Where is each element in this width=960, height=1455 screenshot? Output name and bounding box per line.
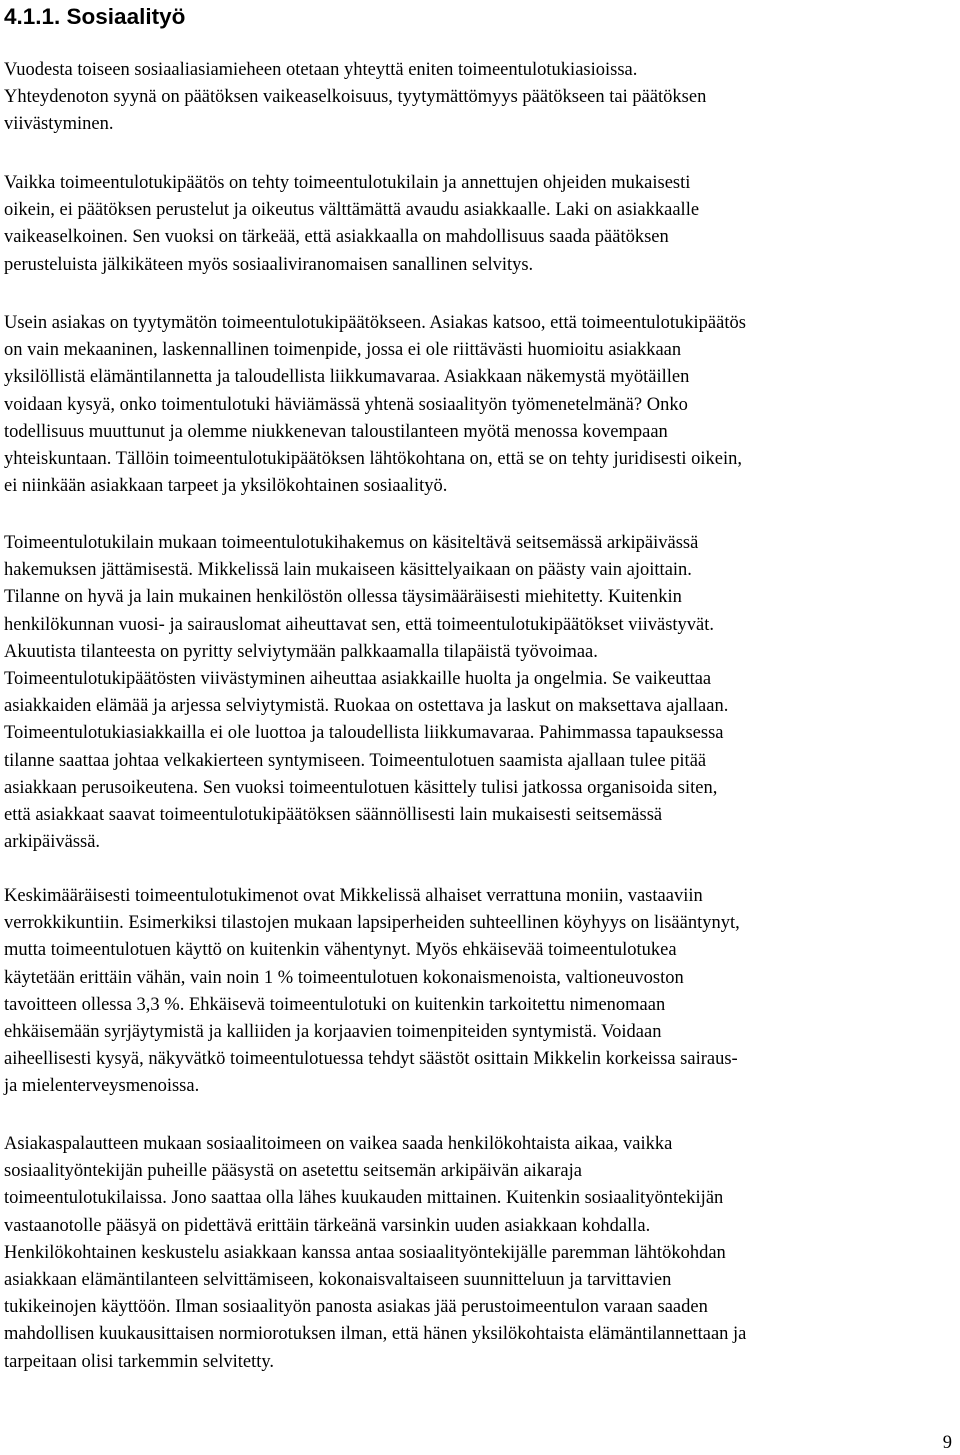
paragraph-4 — [4, 530, 956, 856]
text-line: arkipäivässä. — [4, 832, 101, 853]
text-line: asiakkaan elämäntilanteen selvittämiseen, kokonaisvaltaiseen suunnitteluun ja tarvittavien — [4, 1269, 672, 1290]
text-line: toimeentulotukilaissa. Jono saattaa olla lähes kuukauden mittainen. Kuitenkin sosiaalityöntekijän — [4, 1188, 724, 1209]
text-line: Keskimääräisesti toimeentulotukimenot ovat Mikkelissä alhaiset verrattuna moniin, vastaaviin — [4, 886, 703, 906]
text-line: Toimeentulotukipäätösten viivästyminen aiheuttaa asiakkaille huolta ja ongelmia. Se vaikeuttaa — [4, 668, 712, 689]
paragraph-3 — [4, 310, 956, 500]
text-line: todellisuus muuttunut ja olemme niukkenevan taloustilanteen myötä menossa kovempaan — [4, 421, 668, 442]
text-line: Akuutista tilanteesta on pyritty selviytymään palkkaamalla tilapäistä työvoimaa. — [4, 641, 598, 662]
text-line: vaikeaselkoinen. Sen vuoksi on tärkeää, että asiakkaalla on mahdollisuus saada päätöksen — [4, 227, 669, 248]
text-line: mahdollisen kuukausittaisen normiorotuksen ilman, että hänen yksilökohtaista elämäntilannettaan ja — [4, 1324, 747, 1345]
text-line: Yhteydenoton syynä on päätöksen vaikeaselkoisuus, tyytymättömyys päätökseen tai päätöksen — [4, 87, 707, 108]
text-line: verrokkikuntiin. Esimerkiksi tilastojen mukaan lapsiperheiden suhteellinen köyhyys on lisääntynyt, — [4, 913, 740, 934]
text-line: henkilökunnan vuosi- ja sairauslomat aiheuttavat sen, että toimeentulotukipäätökset viivästyvät. — [4, 614, 715, 635]
text-line: Toimeentulotukilain mukaan toimeentulotukihakemus on käsiteltävä seitsemässä arkipäivässä — [4, 533, 699, 553]
text-line: oikein, ei päätöksen perustelut ja oikeutus välttämättä avaudu asiakkaalle. Laki on asiakkaalle — [4, 200, 700, 221]
text-line: Tilanne on hyvä ja lain mukainen henkilöstön ollessa täysimääräisesti miehitetty. Kuitenkin — [4, 587, 682, 608]
text-line: ei niinkään asiakkaan tarpeet ja yksilökohtainen sosiaalityö. — [4, 476, 448, 497]
text-line: tukikeinojen käyttöön. Ilman sosiaalityön panosta asiakas jää perustoimeentulon varaan saaden — [4, 1297, 708, 1318]
text-line: Toimeentulotukiasiakkailla ei ole luottoa ja taloudellista liikkumavaraa. Pahimmassa tapauksessa — [4, 723, 724, 744]
text-line: asiakkaan perusoikeutena. Sen vuoksi toimeentulotuen käsittely tulisi jatkossa organisoida siten, — [4, 777, 718, 798]
text-line: hakemuksen jättämisestä. Mikkelissä lain mukaiseen käsittelyaikaan on päästy vain ajoittain. — [4, 560, 692, 581]
text-line: tavoitteen ollessa 3,3 %. Ehkäisevä toimeentulotuki on kuitenkin tarkoitettu nimenomaan — [4, 994, 666, 1015]
text-line: Usein asiakas on tyytymätön toimeentulotukipäätökseen. Asiakas katsoo, että toimeentulotukipäätös — [4, 313, 746, 333]
text-line: Henkilökohtainen keskustelu asiakkaan kanssa antaa sosiaalityöntekijälle paremman lähtökohdan — [4, 1242, 726, 1263]
paragraph-6 — [4, 1131, 956, 1376]
paragraph-1 — [4, 57, 956, 139]
text-line: Vaikka toimeentulotukipäätös on tehty toimeentulotukilain ja annettujen ohjeiden mukaisesti — [4, 173, 691, 193]
text-line: Vuodesta toiseen sosiaaliasiamieheen otetaan yhteyttä eniten toimeentulotukiasioissa. — [4, 60, 638, 80]
section-heading: 4.1.1. Sosiaalityö — [4, 4, 186, 29]
text-line: on vain mekaaninen, laskennallinen toimenpide, jossa ei ole riittävästi huomioitu asiakkaan — [4, 340, 682, 361]
text-line: sosiaalityöntekijän puheille pääsystä on asetettu seitsemän arkipäivän aikaraja — [4, 1161, 582, 1182]
paragraph-5 — [4, 883, 956, 1101]
text-line: yksilöllistä elämäntilannetta ja taloudellista liikkumavaraa. Asiakkaan näkemystä myötäillen — [4, 367, 690, 388]
text-line: viivästyminen. — [4, 114, 114, 135]
text-line: yhteiskuntaan. Tällöin toimeentulotukipäätöksen lähtökohtana on, että se on tehty juridisesti oikein, — [4, 448, 742, 469]
paragraph-2 — [4, 170, 956, 279]
text-line: tilanne saattaa johtaa velkakierteen syntymiseen. Toimeentulotuen saamista ajallaan tulee pitää — [4, 750, 707, 771]
text-line: ja mielenterveysmenoissa. — [4, 1076, 200, 1097]
text-line: käytetään erittäin vähän, vain noin 1 % toimeentulotuen kokonaismenoista, valtioneuvoston — [4, 967, 684, 988]
page-number: 9 — [942, 1433, 952, 1453]
text-line: tarpeitaan olisi tarkemmin selvitetty. — [4, 1351, 275, 1372]
text-line: Asiakaspalautteen mukaan sosiaalitoimeen on vaikea saada henkilökohtaista aikaa, vaikka — [4, 1134, 673, 1154]
text-line: ehkäisemään syrjäytymistä ja kalliiden ja korjaavien toimenpiteiden syntymistä. Voidaan — [4, 1021, 662, 1042]
text-line: että asiakkaat saavat toimeentulotukipäätöksen säännöllisesti lain mukaisesti seitsemässä — [4, 804, 663, 825]
text-line: mutta toimeentulotuen käyttö on kuitenkin vähentynyt. Myös ehkäisevää toimeentulotukea — [4, 940, 677, 961]
text-line: asiakkaiden elämää ja arjessa selviytymistä. Ruokaa on ostettava ja laskut on maksettava ajallaan. — [4, 696, 729, 717]
text-line: vastaanotolle pääsyä on pidettävä erittäin tärkeänä varsinkin uuden asiakkaan kohdalla. — [4, 1215, 651, 1236]
text-line: perusteluista jälkikäteen myös sosiaaliviranomaisen sanallinen selvitys. — [4, 254, 534, 275]
text-line: voidaan kysyä, onko toimentulotuki häviämässä yhtenä sosiaalityön työmenetelmänä? Onko — [4, 394, 688, 415]
text-line: aiheellisesti kysyä, näkyvätkö toimeentulotuessa tehdyt säästöt osittain Mikkelin korkeissa sairaus- — [4, 1049, 738, 1070]
